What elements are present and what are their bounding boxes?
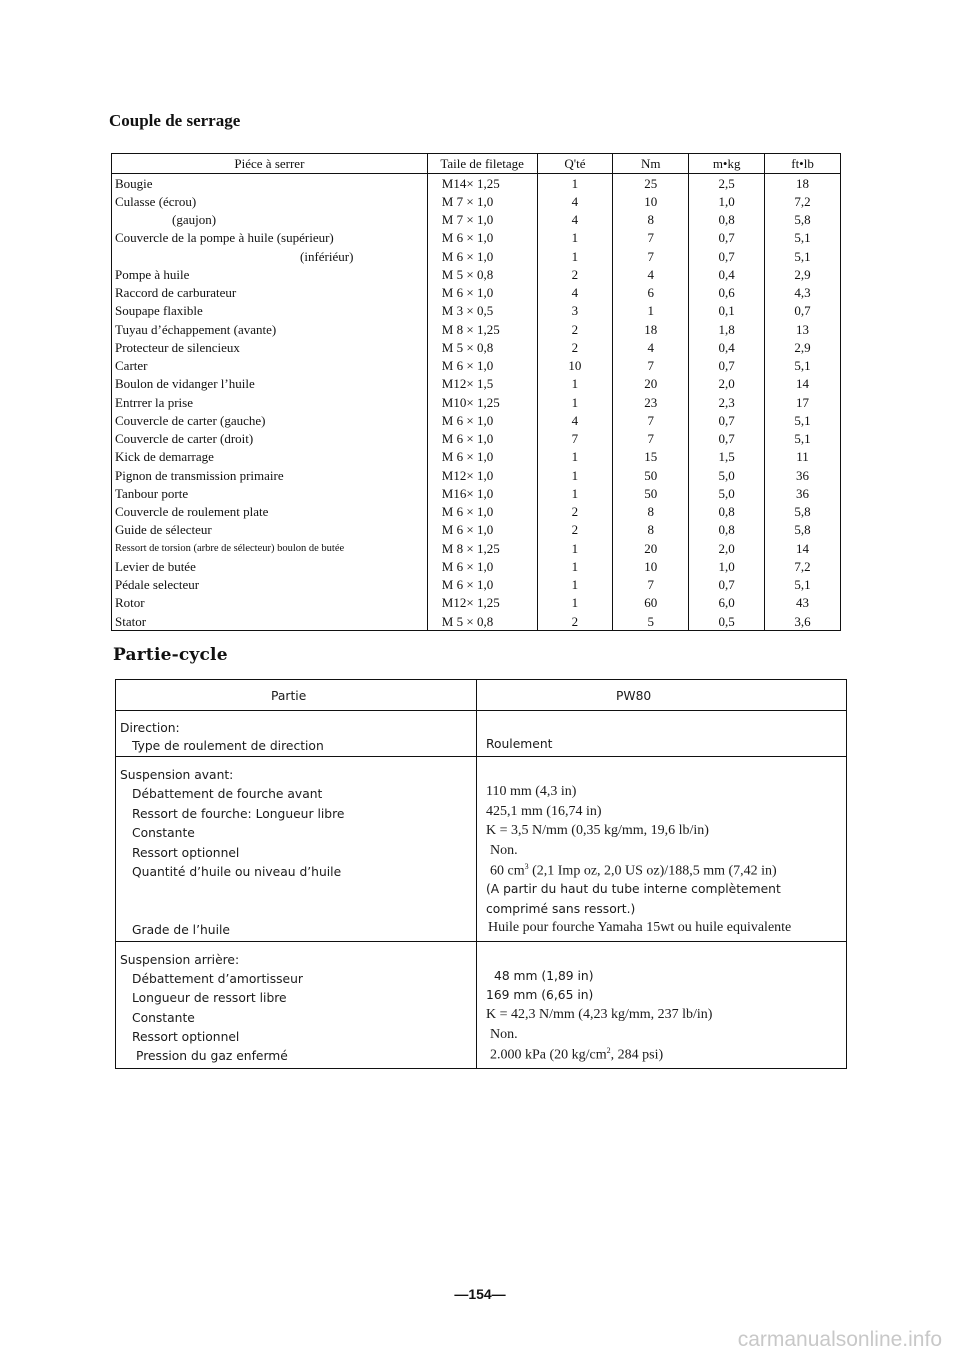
cell-qty: 3 [537, 302, 613, 320]
cell-ftlb: 5,1 [765, 576, 841, 594]
table-row [112, 320, 841, 338]
cell-ftlb: 5,1 [765, 357, 841, 375]
table-row [112, 539, 841, 557]
cell-nm: 5 [613, 612, 689, 631]
table-row [112, 411, 841, 429]
table-row [112, 612, 841, 631]
watermark: carmanualsonline.info [737, 1328, 942, 1351]
cell-part: Tanbour porte [112, 484, 428, 502]
table-row [112, 192, 841, 210]
cell-nm: 7 [613, 357, 689, 375]
cell-ftlb: 36 [765, 466, 841, 484]
cell-part: Raccord de carburateur [112, 284, 428, 302]
cell-mkg: 1,0 [689, 557, 765, 575]
table-row [112, 393, 841, 411]
header-partie: Partie [271, 689, 307, 703]
front-spring-value: 425,1 mm (16,74 in) [486, 804, 602, 819]
cell-thread: M 7 × 1,0 [427, 192, 537, 210]
front-oil-grade-label: Grade de l’huile [132, 923, 230, 937]
table-row [112, 302, 841, 320]
cell-part: Couvercle de carter (gauche) [112, 411, 428, 429]
cell-thread: M 8 × 1,25 [427, 539, 537, 557]
cell-qty: 1 [537, 247, 613, 265]
table-row [112, 430, 841, 448]
cell-ftlb: 2,9 [765, 265, 841, 283]
cell-part: Pompe à huile [112, 265, 428, 283]
table-row [112, 521, 841, 539]
cell-ftlb: 5,1 [765, 430, 841, 448]
cell-mkg: 0,7 [689, 411, 765, 429]
cell-part: Pédale selecteur [112, 576, 428, 594]
cell-mkg: 1,8 [689, 320, 765, 338]
cell-qty: 2 [537, 503, 613, 521]
header-nm: Nm [613, 154, 689, 174]
cell-thread: M 6 × 1,0 [427, 521, 537, 539]
cell-ftlb: 7,2 [765, 192, 841, 210]
cell-qty: 2 [537, 338, 613, 356]
header-mkg: m•kg [689, 154, 765, 174]
front-oil-note-line2: comprimé sans ressort.) [486, 902, 636, 916]
cell-ftlb: 3,6 [765, 612, 841, 631]
table-row [112, 265, 841, 283]
cell-nm: 7 [613, 430, 689, 448]
front-optional-value: Non. [490, 843, 518, 858]
cell-part: Soupape flaxible [112, 302, 428, 320]
cell-ftlb: 11 [765, 448, 841, 466]
cell-mkg: 0,6 [689, 284, 765, 302]
cell-part: Tuyau d’échappement (avante) [112, 320, 428, 338]
chassis-section-title: Partie-cycle [113, 645, 228, 665]
rear-spring-value: 169 mm (6,65 in) [486, 988, 594, 1002]
cell-qty: 1 [537, 174, 613, 193]
cell-mkg: 0,8 [689, 521, 765, 539]
cell-qty: 4 [537, 411, 613, 429]
chassis-table [115, 679, 847, 1069]
cell-thread: M 8 × 1,25 [427, 320, 537, 338]
cell-nm: 10 [613, 192, 689, 210]
direction-label: Direction: [120, 721, 180, 735]
cell-thread: M12× 1,25 [427, 594, 537, 612]
front-travel-value: 110 mm (4,3 in) [486, 784, 577, 799]
cell-thread: M 5 × 0,8 [427, 612, 537, 631]
cell-nm: 7 [613, 229, 689, 247]
cell-thread: M10× 1,25 [427, 393, 537, 411]
cell-nm: 50 [613, 484, 689, 502]
rear-optional-label: Ressort optionnel [132, 1030, 240, 1044]
cell-ftlb: 5,1 [765, 229, 841, 247]
cell-thread: M 6 × 1,0 [427, 576, 537, 594]
cell-mkg: 0,8 [689, 503, 765, 521]
cell-nm: 6 [613, 284, 689, 302]
rear-gas-label: Pression du gaz enfermé [136, 1049, 288, 1063]
cell-nm: 60 [613, 594, 689, 612]
cell-ftlb: 5,8 [765, 211, 841, 229]
cell-nm: 8 [613, 521, 689, 539]
cell-mkg: 5,0 [689, 466, 765, 484]
cell-qty: 4 [537, 211, 613, 229]
cell-qty: 2 [537, 521, 613, 539]
table-row [112, 338, 841, 356]
cell-ftlb: 17 [765, 393, 841, 411]
cell-part: Entrrer la prise [112, 393, 428, 411]
cell-mkg: 0,1 [689, 302, 765, 320]
cell-mkg: 0,5 [689, 612, 765, 631]
cell-part: Carter [112, 357, 428, 375]
rear-travel-value: 48 mm (1,89 in) [494, 969, 594, 983]
cell-part: Levier de butée [112, 557, 428, 575]
cell-nm: 7 [613, 411, 689, 429]
torque-body [112, 174, 841, 631]
cell-part: Protecteur de silencieux [112, 338, 428, 356]
cell-thread: M 6 × 1,0 [427, 430, 537, 448]
cell-mkg: 2,0 [689, 375, 765, 393]
front-spring-label: Ressort de fourche: Longueur libre [132, 807, 345, 821]
cell-ftlb: 5,8 [765, 521, 841, 539]
cell-thread: M 5 × 0,8 [427, 338, 537, 356]
cell-nm: 20 [613, 375, 689, 393]
torque-section-title: Couple de serrage [109, 111, 241, 130]
cell-part: (gaujon) [112, 211, 428, 229]
cell-nm: 15 [613, 448, 689, 466]
cell-nm: 20 [613, 539, 689, 557]
cell-qty: 2 [537, 612, 613, 631]
cell-nm: 18 [613, 320, 689, 338]
cell-thread: M 3 × 0,5 [427, 302, 537, 320]
cell-nm: 8 [613, 211, 689, 229]
cell-qty: 1 [537, 594, 613, 612]
cell-thread: M 6 × 1,0 [427, 357, 537, 375]
cell-ftlb: 4,3 [765, 284, 841, 302]
cell-nm: 8 [613, 503, 689, 521]
header-ftlb: ft•lb [765, 154, 841, 174]
cell-mkg: 2,5 [689, 174, 765, 193]
cell-nm: 4 [613, 265, 689, 283]
cell-thread: M12× 1,0 [427, 466, 537, 484]
rear-rate-label: Constante [132, 1011, 195, 1025]
table-row [112, 357, 841, 375]
table-row [112, 484, 841, 502]
cell-ftlb: 14 [765, 539, 841, 557]
cell-ftlb: 2,9 [765, 338, 841, 356]
cell-nm: 1 [613, 302, 689, 320]
header-model: PW80 [616, 689, 652, 703]
table-row [112, 375, 841, 393]
cell-nm: 10 [613, 557, 689, 575]
cell-ftlb: 5,8 [765, 503, 841, 521]
front-suspension-label: Suspension avant: [120, 768, 234, 782]
front-oil-qty-value: 60 $cm^3$ (2,1 Imp oz, 2,0 US oz)/188,5 mm (7,42 in) [490, 862, 777, 879]
cell-mkg: 0,7 [689, 229, 765, 247]
table-row [112, 211, 841, 229]
cell-part: (infériéur) [112, 247, 428, 265]
cell-ftlb: 0,7 [765, 302, 841, 320]
table-row [112, 557, 841, 575]
cell-qty: 1 [537, 539, 613, 557]
torque-table [111, 153, 841, 631]
table-row [112, 503, 841, 521]
table-row [112, 174, 841, 193]
cell-qty: 1 [537, 375, 613, 393]
direction-bearing-value: Roulement [486, 737, 553, 751]
rear-suspension-label: Suspension arrière: [120, 953, 240, 967]
table-row [112, 594, 841, 612]
table-row [112, 247, 841, 265]
cell-part: Bougie [112, 174, 428, 193]
cell-thread: M 6 × 1,0 [427, 284, 537, 302]
cell-qty: 4 [537, 192, 613, 210]
cell-thread: M 6 × 1,0 [427, 411, 537, 429]
cell-part: Boulon de vidanger l’huile [112, 375, 428, 393]
column-divider [476, 680, 477, 1068]
table-row [112, 448, 841, 466]
cell-nm: 7 [613, 247, 689, 265]
front-oil-note-line1: (A partir du haut du tube interne complètement [486, 882, 781, 896]
cell-thread: M14× 1,25 [427, 174, 537, 193]
cell-nm: 50 [613, 466, 689, 484]
table-row [112, 229, 841, 247]
header-qty: Q'té [537, 154, 613, 174]
header-thread: Taile de filetage [427, 154, 537, 174]
cell-mkg: 0,7 [689, 247, 765, 265]
cell-ftlb: 13 [765, 320, 841, 338]
cell-qty: 1 [537, 229, 613, 247]
cell-mkg: 2,0 [689, 539, 765, 557]
cell-thread: M 6 × 1,0 [427, 448, 537, 466]
cell-mkg: 1,5 [689, 448, 765, 466]
cell-qty: 2 [537, 320, 613, 338]
cell-qty: 10 [537, 357, 613, 375]
cell-qty: 1 [537, 484, 613, 502]
cell-part: Guide de sélecteur [112, 521, 428, 539]
cell-mkg: 0,4 [689, 265, 765, 283]
cell-part: Ressort de torsion (arbre de sélecteur) boulon de butée [112, 539, 428, 557]
cell-qty: 7 [537, 430, 613, 448]
front-rate-value: K = 3,5 N/mm (0,35 kg/mm, 19,6 lb/in) [486, 823, 709, 838]
cell-ftlb: 18 [765, 174, 841, 193]
cell-mkg: 6,0 [689, 594, 765, 612]
front-oil-grade-value: Huile pour fourche Yamaha 15wt ou huile equivalente [488, 920, 792, 935]
cell-part: Rotor [112, 594, 428, 612]
cell-thread: M12× 1,5 [427, 375, 537, 393]
cell-part: Couvercle de roulement plate [112, 503, 428, 521]
cell-mkg: 0,7 [689, 576, 765, 594]
rear-spring-label: Longueur de ressort libre [132, 991, 287, 1005]
cell-qty: 1 [537, 393, 613, 411]
cell-nm: 23 [613, 393, 689, 411]
rear-optional-value: Non. [490, 1027, 518, 1042]
cell-part: Kick de demarrage [112, 448, 428, 466]
cell-thread: M16× 1,0 [427, 484, 537, 502]
cell-ftlb: 7,2 [765, 557, 841, 575]
front-travel-label: Débattement de fourche avant [132, 787, 323, 801]
rear-gas-value: 2.000 kPa (20 $kg/cm^2$, 284 psi) [490, 1046, 664, 1063]
page-number: —154— [454, 1286, 506, 1302]
cell-ftlb: 43 [765, 594, 841, 612]
cell-mkg: 0,7 [689, 430, 765, 448]
cell-thread: M 6 × 1,0 [427, 247, 537, 265]
cell-thread: M 6 × 1,0 [427, 557, 537, 575]
cell-mkg: 1,0 [689, 192, 765, 210]
cell-qty: 1 [537, 448, 613, 466]
cell-mkg: 0,8 [689, 211, 765, 229]
cell-qty: 1 [537, 466, 613, 484]
cell-part: Culasse (écrou) [112, 192, 428, 210]
row-divider [116, 710, 846, 711]
cell-ftlb: 14 [765, 375, 841, 393]
cell-thread: M 7 × 1,0 [427, 211, 537, 229]
front-optional-label: Ressort optionnel [132, 846, 240, 860]
cell-mkg: 0,7 [689, 357, 765, 375]
cell-ftlb: 36 [765, 484, 841, 502]
header-part: Piéce à serrer [112, 154, 428, 174]
row-divider [116, 756, 846, 757]
direction-bearing-label: Type de roulement de direction [132, 739, 324, 753]
cell-nm: 7 [613, 576, 689, 594]
cell-part: Couvercle de la pompe à huile (supérieur) [112, 229, 428, 247]
table-row [112, 576, 841, 594]
cell-thread: M 6 × 1,0 [427, 503, 537, 521]
cell-ftlb: 5,1 [765, 411, 841, 429]
cell-part: Couvercle de carter (droit) [112, 430, 428, 448]
torque-header-row [112, 154, 841, 174]
cell-thread: M 6 × 1,0 [427, 229, 537, 247]
cell-qty: 2 [537, 265, 613, 283]
cell-nm: 25 [613, 174, 689, 193]
cell-mkg: 5,0 [689, 484, 765, 502]
front-oil-qty-label: Quantité d’huile ou niveau d’huile [132, 865, 342, 879]
rear-rate-value: K = 42,3 N/mm (4,23 kg/mm, 237 lb/in) [486, 1007, 713, 1022]
cell-thread: M 5 × 0,8 [427, 265, 537, 283]
cell-mkg: 0,4 [689, 338, 765, 356]
cell-ftlb: 5,1 [765, 247, 841, 265]
front-rate-label: Constante [132, 826, 195, 840]
cell-part: Stator [112, 612, 428, 631]
cell-qty: 4 [537, 284, 613, 302]
table-row [112, 284, 841, 302]
cell-qty: 1 [537, 576, 613, 594]
cell-part: Pignon de transmission primaire [112, 466, 428, 484]
cell-mkg: 2,3 [689, 393, 765, 411]
rear-travel-label: Débattement d’amortisseur [132, 972, 303, 986]
table-row [112, 466, 841, 484]
cell-nm: 4 [613, 338, 689, 356]
cell-qty: 1 [537, 557, 613, 575]
row-divider [116, 941, 846, 942]
